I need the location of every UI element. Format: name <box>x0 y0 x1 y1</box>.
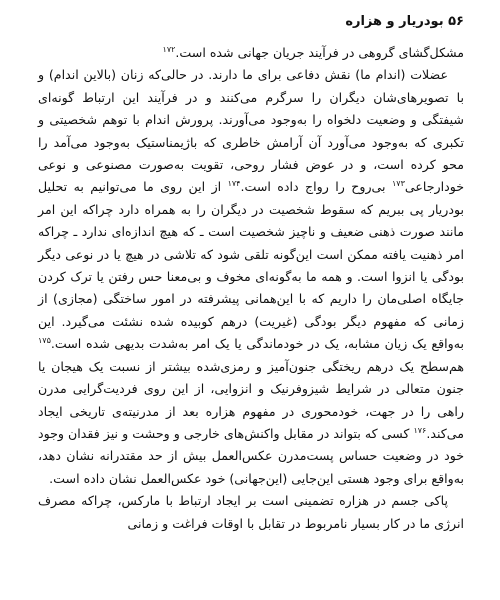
footnote-marker: ۱۷۴ <box>227 179 241 189</box>
page-number: ۵۶ <box>448 14 464 29</box>
text-run: عضلات (اندام ما) نقش دفاعی برای ما دارند. در حالی‌که زنان (بالاین اندام) و با تصویرهای‌شان دیگران را سرگرم می‌کنند و در فرآیند این ارتباط گونه‌ای شیفتگی و وضعیت دلخواه را به‌وجود می‌آورند. پرورش اندام با توهم شخصیتی و تکبری که به‌وجود می‌آورد آن آرامش خاطری که باژیمناستیک به‌وجود می‌آمد را محو کرده است، و در عوض فشار روحی، تقویت به‌صورت مصنوعی و نوعی خودارجاعی <box>38 67 464 195</box>
text-run: هم‌سطح یک درهم ریختگی جنون‌آمیز و رمزی‌شده بیشتر از نسبت یک هیجان یا جنون متعالی در شرایط شیزوفرنیک و انزوایی، از این روی فردیت‌گرایی مدرن راهی را در جهت، خودمحوری در مفهوم هزاره بعد از مدرنیته‌ی تاریخی ایجاد می‌کند. <box>38 358 464 441</box>
text-run: مشکل‌گشای گروهی در فرآیند جریان جهانی شده است. <box>175 45 464 60</box>
text-run: کسی که بتواند در مقابل واکنش‌های خارجی و وحشت و نیز فقدان وجود خود در وضعیت حساس پست‌مدرن عکس‌العمل بیش از حد مقتدرانه نشان دهد، به‌واقع برای وجود هستی این‌جایی (این‌جهانی) خود عکس‌العمل نشان داده است. <box>38 425 464 486</box>
footnote-marker: ۱۷۵ <box>38 336 51 346</box>
text-run: پاکی جسم در هزاره تضمینی است بر ایجاد ارتباط با مارکس، چراکه مصرف انرژی ما در کار بسیار نامربوط در تقابل با اوقات فراغت و زمانی <box>38 493 464 531</box>
body-text <box>38 42 464 535</box>
running-title: بودریار و هزاره <box>345 14 444 29</box>
paragraph <box>38 42 464 64</box>
paragraph <box>38 64 464 490</box>
footnote-marker: ۱۷۶ <box>413 425 427 435</box>
paragraph <box>38 490 464 535</box>
footnote-marker: ۱۷۲ <box>162 44 176 54</box>
text-run: بی‌روح را رواج داده است. <box>240 179 392 195</box>
page-header <box>38 12 464 42</box>
footnote-marker: ۱۷۳ <box>391 179 405 189</box>
text-run: از این روی ما می‌توانیم به تحلیل بودریار پی ببریم که سقوط شخصیت در دیگران را به همراه دارد چراکه این امر مانند صورت ذهنی ضعیف و ناچیز شخصیت است ـ که هیچ اندازه‌ای ندارد ـ چراکه امر ذهنیت یافته ممکن است این‌گونه تلقی شود که تلاشی در هیچ یا در نوعی دیگر بودگی یا انزوا است. و همه ما به‌گونه‌ای مخوف و بی‌معنا حس رفتن یا ترک کردن جایگاه اصلی‌مان را داریم که با این‌همانی پیشرفته در امور ساختگی (مجازی) از زمانی که مفهوم دیگر بودگی (غیریت) درهم کوبیده شده نشئت می‌گیرد. این به‌واقع یک زیان مشابه، یک در خودماندگی یا یک امر به‌شدت بدیهی شده است. <box>38 179 464 352</box>
